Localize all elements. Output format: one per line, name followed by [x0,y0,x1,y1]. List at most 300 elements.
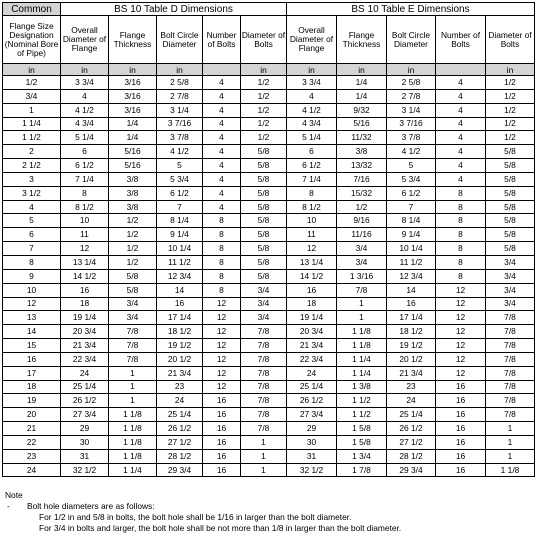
table-row [3,269,535,283]
table-cell: 16 [203,408,241,422]
table-cell: 6 1/2 [387,186,436,200]
table-cell: 3/16 [109,103,157,117]
table-cell: 19 1/4 [61,311,109,325]
table-cell: 4 3/4 [61,117,109,131]
table-cell: 15/32 [337,186,387,200]
table-cell: 16 [3,352,61,366]
table-cell: 2 5/8 [387,76,436,90]
table-cell: 7/8 [486,325,535,339]
table-cell: 4 3/4 [287,117,337,131]
table-row [3,159,535,173]
table-cell: 16 [436,380,486,394]
table-cell: 5/16 [109,159,157,173]
table-row [3,408,535,422]
table-cell: 14 1/2 [61,269,109,283]
col-d-bolt-circle: Bolt Circle Diameter [157,16,203,64]
col-e-bolt-circle: Bolt Circle Diameter [387,16,436,64]
flange-dimensions-table [2,2,535,477]
table-row [3,283,535,297]
table-cell: 7/16 [337,172,387,186]
unit-cell: in [3,64,61,76]
unit-cell: in [287,64,337,76]
table-cell: 31 [61,449,109,463]
table-cell: 1 1/8 [337,339,387,353]
table-cell: 12 [436,311,486,325]
table-cell: 7/8 [109,352,157,366]
table-cell: 3 3/4 [287,76,337,90]
col-d-num-bolts: Number of Bolts [203,16,241,64]
table-cell: 1/2 [241,89,287,103]
table-cell: 2 1/2 [3,159,61,173]
table-cell: 8 [436,255,486,269]
table-cell: 28 1/2 [157,449,203,463]
table-cell: 7/8 [241,352,287,366]
table-cell: 17 1/4 [157,311,203,325]
table-cell: 16 [436,435,486,449]
table-cell: 5/8 [486,159,535,173]
table-cell: 7/8 [241,408,287,422]
table-cell: 10 [3,283,61,297]
table-cell: 19 [3,394,61,408]
table-cell: 4 [203,131,241,145]
table-cell: 29 3/4 [387,463,436,477]
table-cell: 21 [3,422,61,436]
table-cell: 7/8 [241,339,287,353]
table-cell: 1/2 [241,131,287,145]
table-cell: 21 3/4 [157,366,203,380]
table-cell: 4 [436,103,486,117]
table-cell: 1/4 [337,89,387,103]
table-cell: 5/8 [241,242,287,256]
table-cell: 14 [157,283,203,297]
table-cell: 1 1/2 [3,131,61,145]
table-cell: 7 [387,200,436,214]
table-cell: 18 1/2 [157,325,203,339]
table-cell: 1/2 [109,214,157,228]
table-cell: 1 3/4 [337,449,387,463]
table-cell: 9 1/4 [387,228,436,242]
table-cell: 1/2 [486,76,535,90]
table-cell: 4 [287,89,337,103]
table-cell: 18 [61,297,109,311]
table-cell: 16 [203,422,241,436]
table-row [3,131,535,145]
table-cell: 12 [436,339,486,353]
table-row [3,103,535,117]
table-cell: 1/2 [337,200,387,214]
table-cell: 1 [109,394,157,408]
table-cell: 1/2 [486,131,535,145]
table-cell: 1/2 [241,76,287,90]
table-cell: 4 [203,89,241,103]
table-row [3,325,535,339]
table-cell: 12 [436,283,486,297]
table-cell: 5/8 [486,214,535,228]
table-cell: 19 1/2 [387,339,436,353]
table-cell: 19 1/4 [287,311,337,325]
table-cell: 1 [109,380,157,394]
table-cell: 26 1/2 [61,394,109,408]
table-cell: 1 7/8 [337,463,387,477]
table-cell: 7/8 [486,352,535,366]
note-line: Bolt hole diameters are as follows: [27,501,155,511]
table-cell: 2 7/8 [387,89,436,103]
table-cell: 14 [387,283,436,297]
table-row [3,311,535,325]
table-cell: 3 1/4 [387,103,436,117]
table-cell: 16 [157,297,203,311]
table-cell: 1 [3,103,61,117]
table-cell: 3/4 [486,269,535,283]
table-cell: 3/4 [486,297,535,311]
table-row [3,352,535,366]
col-d-bolt-diameter: Diameter of Bolts [241,16,287,64]
table-cell: 1 1/4 [109,463,157,477]
table-cell: 7/8 [337,283,387,297]
table-cell: 19 1/2 [157,339,203,353]
table-cell: 21 3/4 [387,366,436,380]
table-cell: 5/8 [241,214,287,228]
table-cell: 4 [436,117,486,131]
table-cell: 5/8 [241,145,287,159]
table-cell: 22 [3,435,61,449]
table-cell: 7 1/4 [287,172,337,186]
table-cell: 4 [436,145,486,159]
table-cell: 14 1/2 [287,269,337,283]
table-cell: 29 [287,422,337,436]
table-cell: 8 [203,242,241,256]
table-cell: 16 [436,408,486,422]
table-cell: 1 [486,449,535,463]
table-row [3,186,535,200]
table-cell: 1 1/8 [109,449,157,463]
table-cell: 18 [3,380,61,394]
table-cell: 25 1/4 [157,408,203,422]
table-row [3,214,535,228]
table-cell: 5 [3,214,61,228]
table-cell: 1/2 [486,89,535,103]
table-cell: 12 [203,352,241,366]
table-cell: 16 [203,435,241,449]
table-cell: 1/4 [109,131,157,145]
table-cell: 16 [387,297,436,311]
table-cell: 7/8 [486,408,535,422]
table-cell: 1/2 [109,228,157,242]
table-cell: 8 [436,269,486,283]
table-row [3,117,535,131]
table-cell: 1 [109,366,157,380]
table-cell: 12 [203,366,241,380]
table-cell: 7/8 [241,422,287,436]
table-cell: 4 [203,76,241,90]
table-row [3,76,535,90]
table-row [3,463,535,477]
table-row [3,242,535,256]
table-cell: 5/8 [109,283,157,297]
table-cell: 13 1/4 [61,255,109,269]
table-row [3,297,535,311]
table-cell: 6 [61,145,109,159]
table-cell: 12 3/4 [387,269,436,283]
table-cell: 1/2 [109,255,157,269]
table-cell: 16 [436,463,486,477]
table-cell: 15 [3,339,61,353]
unit-cell: in [61,64,109,76]
table-cell: 29 3/4 [157,463,203,477]
table-cell: 26 1/2 [157,422,203,436]
table-cell: 1 5/8 [337,435,387,449]
table-cell: 8 [436,228,486,242]
table-cell: 10 1/4 [157,242,203,256]
table-cell: 5/8 [486,200,535,214]
table-cell: 9 [3,269,61,283]
table-cell: 3/4 [241,283,287,297]
table-cell: 30 [287,435,337,449]
table-cell: 1/2 [109,242,157,256]
table-cell: 1 1/2 [337,408,387,422]
note-line: For 1/2 in and 5/8 in bolts, the bolt hole shall be 1/16 in larger than the bolt diameter. [39,512,352,522]
notes-title: Note [5,490,23,500]
table-cell: 1 [241,435,287,449]
table-cell: 24 [61,366,109,380]
table-cell: 7/8 [109,339,157,353]
table-cell: 12 [203,297,241,311]
table-cell: 8 [203,214,241,228]
table-cell: 1/2 [486,117,535,131]
table-cell: 32 1/2 [61,463,109,477]
table-cell: 22 3/4 [287,352,337,366]
table-cell: 3/4 [486,255,535,269]
table-cell: 8 [3,255,61,269]
table-cell: 5/16 [109,145,157,159]
table-cell: 1 1/2 [337,394,387,408]
table-cell: 13 [3,311,61,325]
table-cell: 12 [203,325,241,339]
col-d-flange-thickness: Flange Thickness [109,16,157,64]
table-cell: 2 [3,145,61,159]
table-cell: 12 [203,380,241,394]
table-cell: 5/8 [241,255,287,269]
table-cell: 7/8 [486,366,535,380]
table-cell: 21 3/4 [61,339,109,353]
table-cell: 24 [157,394,203,408]
table-cell: 3 7/16 [157,117,203,131]
table-cell: 27 3/4 [287,408,337,422]
table-cell: 3 3/4 [61,76,109,90]
table-cell: 4 [203,145,241,159]
table-cell: 1 1/4 [3,117,61,131]
table-cell: 6 1/2 [157,186,203,200]
table-cell: 3 1/4 [157,103,203,117]
table-cell: 25 1/4 [287,380,337,394]
table-row [3,200,535,214]
table-row [3,228,535,242]
table-cell: 1/2 [241,103,287,117]
table-cell: 23 [3,449,61,463]
table-cell: 1 1/8 [109,422,157,436]
table-cell: 3/4 [3,89,61,103]
table-cell: 4 [3,200,61,214]
table-cell: 3/4 [241,297,287,311]
table-cell: 32 1/2 [287,463,337,477]
table-cell: 18 [287,297,337,311]
table-cell: 12 [436,325,486,339]
table-cell: 26 1/2 [387,422,436,436]
table-cell: 4 1/2 [287,103,337,117]
table-cell: 1 3/16 [337,269,387,283]
table-cell: 1 [241,463,287,477]
table-cell: 20 1/2 [387,352,436,366]
table-cell: 7/8 [241,325,287,339]
table-cell: 17 1/4 [387,311,436,325]
table-row [3,394,535,408]
table-cell: 13 1/4 [287,255,337,269]
table-cell: 5 [157,159,203,173]
table-cell: 16 [287,283,337,297]
common-header: Common [3,3,61,16]
table-cell: 8 1/2 [287,200,337,214]
table-cell: 3/4 [241,311,287,325]
table-cell: 12 [61,242,109,256]
table-cell: 9/16 [337,214,387,228]
table-cell: 7/8 [486,339,535,353]
table-cell: 4 1/2 [61,103,109,117]
table-cell: 8 [203,228,241,242]
table-cell: 3/4 [337,255,387,269]
table-cell: 4 [203,186,241,200]
table-cell: 3 7/8 [157,131,203,145]
table-cell: 5 3/4 [157,172,203,186]
table-row [3,145,535,159]
table-cell: 1/2 [241,117,287,131]
table-cell: 5/8 [241,269,287,283]
table-cell: 18 1/2 [387,325,436,339]
table-cell: 3/16 [109,76,157,90]
table-cell: 6 [287,145,337,159]
note-line: For 3/4 in bolts and larger, the bolt hole shall be not more than 1/8 in larger than the bolt diameter. [39,523,402,533]
table-cell: 12 [203,311,241,325]
table-cell: 29 [61,422,109,436]
table-cell: 6 1/2 [61,159,109,173]
table-cell: 4 [436,76,486,90]
table-row [3,172,535,186]
table-cell: 3/16 [109,89,157,103]
table-cell: 5/8 [241,228,287,242]
table-row [3,89,535,103]
unit-cell: in [157,64,203,76]
table-cell: 20 [3,408,61,422]
table-cell: 25 1/4 [387,408,436,422]
table-cell: 27 1/2 [157,435,203,449]
unit-cell [436,64,486,76]
table-cell: 26 1/2 [287,394,337,408]
table-cell: 7/8 [241,394,287,408]
table-cell: 1/2 [486,103,535,117]
table-cell: 9 1/4 [157,228,203,242]
table-cell: 11 1/2 [157,255,203,269]
table-cell: 3 7/8 [387,131,436,145]
table-cell: 22 3/4 [61,352,109,366]
table-cell: 10 1/4 [387,242,436,256]
table-cell: 8 1/4 [387,214,436,228]
table-cell: 5/8 [486,145,535,159]
unit-cell: in [241,64,287,76]
table-cell: 1 5/8 [337,422,387,436]
table-cell: 7/8 [241,366,287,380]
table-cell: 12 [436,297,486,311]
table-cell: 4 [61,89,109,103]
table-cell: 13/32 [337,159,387,173]
table-cell: 1 1/8 [109,408,157,422]
table-cell: 4 [436,131,486,145]
table-cell: 16 [436,422,486,436]
table-cell: 2 5/8 [157,76,203,90]
table-cell: 5 1/4 [61,131,109,145]
unit-cell: in [486,64,535,76]
col-d-overall-diameter: Overall Diameter of Flange [61,16,109,64]
col-e-flange-thickness: Flange Thickness [337,16,387,64]
table-cell: 16 [61,283,109,297]
table-cell: 1 1/8 [337,325,387,339]
table-cell: 11 1/2 [387,255,436,269]
table-cell: 11/16 [337,228,387,242]
table-e-header: BS 10 Table E Dimensions [287,3,535,16]
table-cell: 8 1/2 [61,200,109,214]
table-body [3,76,535,477]
table-cell: 3/4 [109,297,157,311]
col-flange-size: Flange Size Designation (Nominal Bore of Pipe) [3,16,61,64]
table-row [3,380,535,394]
table-cell: 16 [203,449,241,463]
table-cell: 8 1/4 [157,214,203,228]
table-cell: 8 [436,242,486,256]
table-cell: 7/8 [486,380,535,394]
table-cell: 11/32 [337,131,387,145]
table-cell: 5 3/4 [387,172,436,186]
table-cell: 14 [3,325,61,339]
table-cell: 27 1/2 [387,435,436,449]
table-cell: 27 3/4 [61,408,109,422]
table-cell: 6 [3,228,61,242]
table-cell: 8 [203,283,241,297]
table-cell: 5/8 [241,159,287,173]
table-cell: 1 1/4 [337,352,387,366]
col-e-overall-diameter: Overall Diameter of Flange [287,16,337,64]
table-cell: 4 [203,117,241,131]
table-cell: 3/8 [109,200,157,214]
table-cell: 7 [157,200,203,214]
table-cell: 8 [436,214,486,228]
table-cell: 4 [203,159,241,173]
table-cell: 5/8 [486,242,535,256]
table-cell: 4 [203,103,241,117]
table-cell: 3/4 [337,242,387,256]
table-cell: 23 [387,380,436,394]
table-cell: 20 3/4 [287,325,337,339]
table-cell: 16 [203,394,241,408]
table-cell: 3/8 [337,145,387,159]
table-cell: 12 [436,366,486,380]
table-cell: 30 [61,435,109,449]
table-cell: 24 [387,394,436,408]
table-cell: 1 3/8 [337,380,387,394]
table-cell: 8 [61,186,109,200]
table-cell: 6 1/2 [287,159,337,173]
table-cell: 4 [436,159,486,173]
col-e-num-bolts: Number of Bolts [436,16,486,64]
table-cell: 7/8 [486,311,535,325]
unit-cell: in [337,64,387,76]
